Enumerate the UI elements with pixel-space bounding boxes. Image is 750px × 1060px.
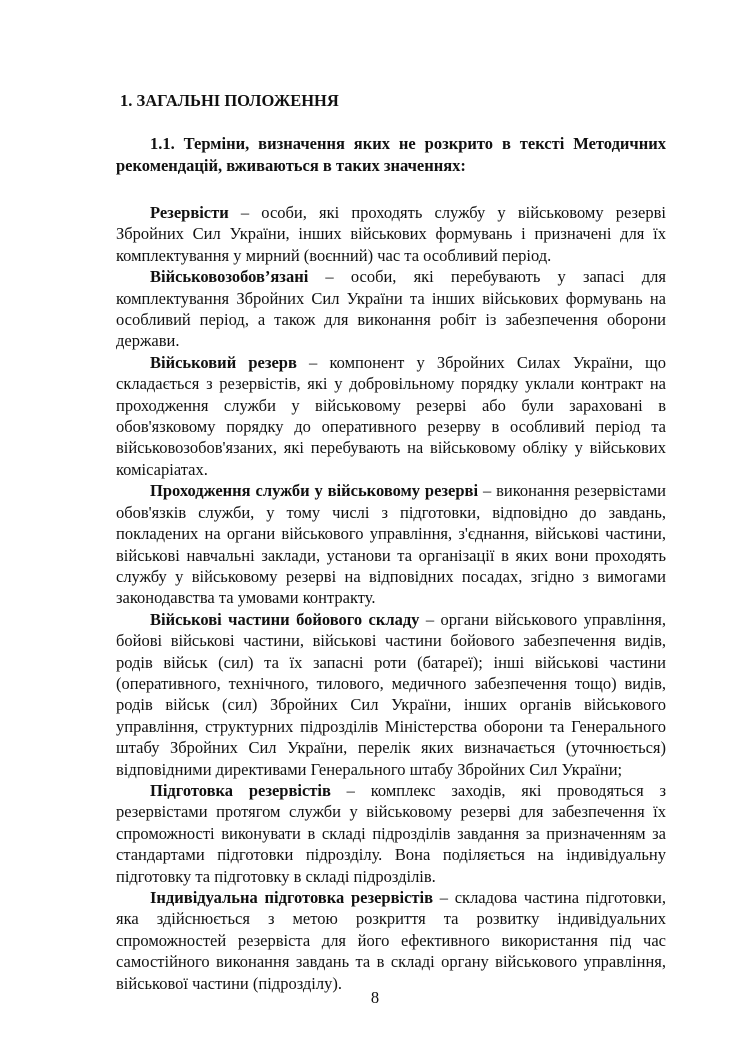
definition-term: Резервісти <box>150 203 229 222</box>
definition-text: – особи, які перебувають у запасі для комплектування Збройних Сил України та інших військових формувань на особливий період, а також для виконання робіт із забезпечення оборони держави. <box>116 267 666 351</box>
definition-text: – компонент у Збройних Силах України, що складається з резервістів, які у добровільному порядку уклали контракт на проходження служби у військовому резерві або були зараховані в обов'язковому порядку до оперативного резерву в особливий період та військовозобов'язаних, які перебувають на військовому обліку у військових комісаріатах. <box>116 352 666 479</box>
definition-term: Проходження служби у військовому резерві <box>150 481 479 501</box>
definition-term: Індивідуальна підготовка резервістів <box>150 888 434 907</box>
definition-text: – органи військового управління, бойові військові частини, військові частини бойового забезпечення видів, родів військ (сил) та їх запасні роти (батареї); інші військові частини (оперативного, технічного, тилового, медичного забезпечення тощо) видів, родів військ (сил) Збройних Сил України, інших органів військового управління, структурних підрозділів Міністерства оборони та Генерального штабу Збройних Сил України, перелік яких визначається (уточнюється) відповідними директивами Генерального штабу Збройних Сил України; <box>116 609 666 779</box>
definition-paragraph <box>116 202 666 266</box>
definition-term: Підготовка резервістів <box>150 780 331 800</box>
definition-term: Військові частини бойового складу <box>150 609 420 629</box>
definition-term: Військовозобов’язані <box>150 267 309 287</box>
definition-paragraph <box>116 480 666 608</box>
section-title: 1. ЗАГАЛЬНІ ПОЛОЖЕННЯ <box>120 91 339 110</box>
definition-paragraph <box>116 887 666 994</box>
definition-paragraph <box>116 266 666 352</box>
definition-text: – комплекс заходів, які проводяться з резервістами протягом служби у військовому резерві для забезпечення їх спроможності виконувати в складі підрозділів завдання за призначенням за стандартами підготовки підрозділу. Вона поділяється на індивідуальну підготовку та підготовку в складі підрозділів. <box>116 780 666 886</box>
definition-paragraph <box>116 352 666 480</box>
page-content <box>116 90 666 994</box>
subsection-heading: 1.1. Терміни, визначення яких не розкрито в тексті Методичних рекомендацій, вживаються в таких значеннях: <box>116 134 666 175</box>
page-number: 8 <box>370 988 380 1007</box>
definition-term: Військовий резерв <box>150 352 297 372</box>
definition-text: – особи, які проходять службу у військовому резерві Збройних Сил України, інших військових формувань і призначені для їх комплектування у мирний (воєнний) час та особливий період. <box>116 203 666 265</box>
definition-paragraph <box>116 609 666 780</box>
definition-paragraph <box>116 780 666 887</box>
definition-text: – складова частина підготовки, яка здійснюється з метою розкриття та розвитку індивідуальних спроможностей резервіста для його ефективного використання під час самостійного виконання завдань та в складі органу військового управління, військової частини (підрозділу). <box>116 888 666 993</box>
definition-text: – виконання резервістами обов'язків служби, у тому числі з підготовки, відповідно до завдань, покладених на органи військового управління, з'єднання, військові частини, військові навчальні заклади, установи та організації в яких вони проходять службу у військовому резерві на відповідних посадах, згідно з вимогами законодавства та умовами контракту. <box>116 481 667 608</box>
